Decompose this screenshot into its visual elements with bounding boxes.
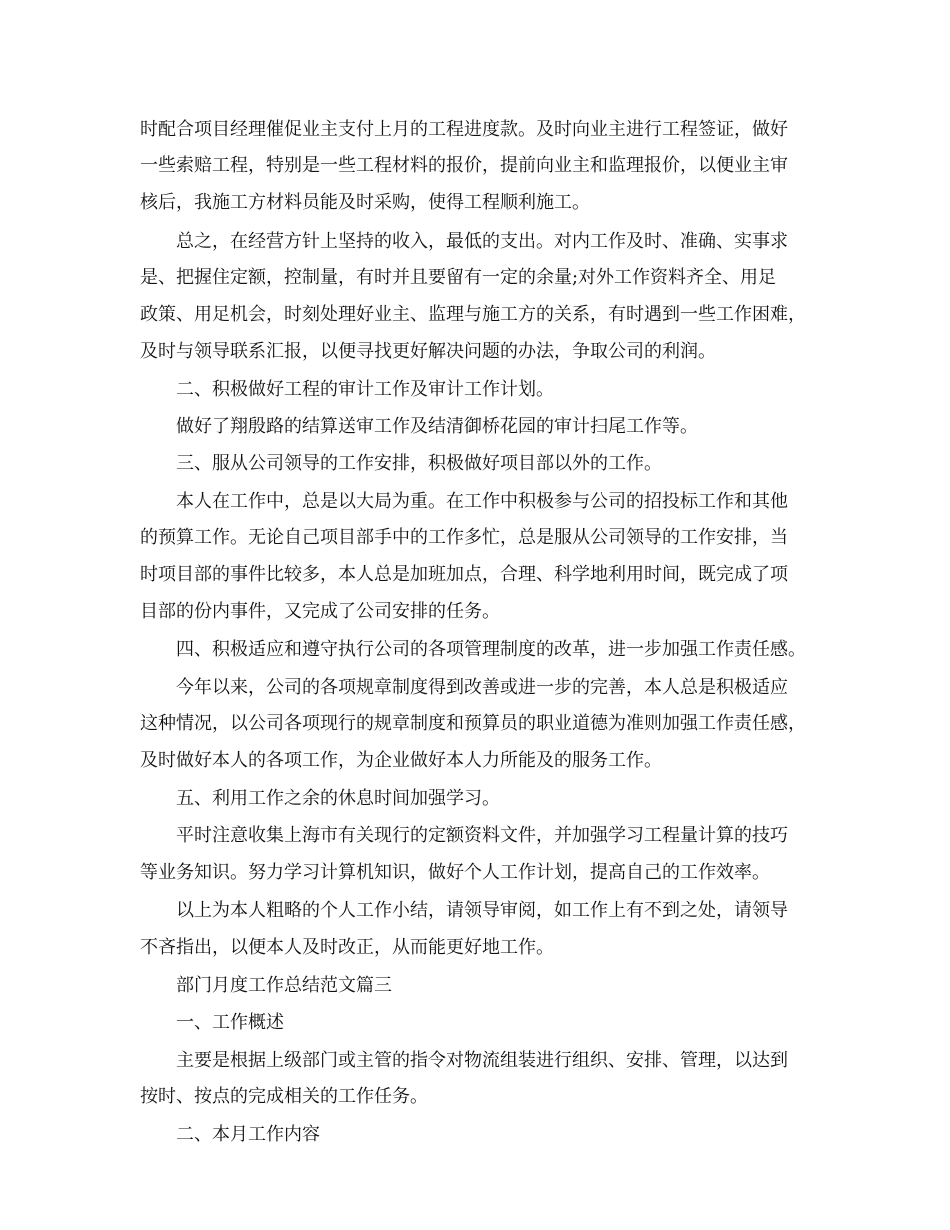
body-text-line: 不吝指出，以便本人及时改正，从而能更好地工作。: [140, 937, 554, 958]
section-heading: 二、积极做好工程的审计工作及审计工作计划。: [176, 379, 554, 400]
body-text-line: 按时、按点的完成相关的工作任务。: [140, 1086, 428, 1107]
section-heading: 一、工作概述: [176, 1012, 284, 1033]
body-text-line: 是、把握住定额，控制量，有时并且要留有一定的余量;对外工作资料齐全、用足: [140, 267, 777, 288]
body-text-line: 及时与领导联系汇报，以便寻找更好解决问题的办法，争取公司的利润。: [140, 341, 716, 362]
paragraph-first-line: 总之，在经营方针上坚持的收入，最低的支出。对内工作及时、准确、实事求: [176, 231, 788, 252]
body-text-line: 及时做好本人的各项工作，为企业做好本人力所能及的服务工作。: [140, 750, 662, 771]
paragraph-first-line: 做好了翔殷路的结算送审工作及结清御桥花园的审计扫尾工作等。: [176, 416, 698, 437]
paragraph-first-line: 主要是根据上级部门或主管的指令对物流组装进行组织、安排、管理，以达到: [176, 1050, 788, 1071]
paragraph-first-line: 平时注意收集上海市有关现行的定额资料文件，并加强学习工程量计算的技巧: [176, 825, 788, 846]
body-text-line: 的预算工作。无论自己项目部手中的工作多忙，总是服从公司领导的工作安排，当: [140, 527, 788, 548]
paragraph-first-line: 以上为本人粗略的个人工作小结，请领导审阅，如工作上有不到之处，请领导: [176, 900, 788, 921]
article-title: 部门月度工作总结范文篇三: [176, 975, 392, 996]
section-heading: 二、本月工作内容: [176, 1124, 320, 1145]
paragraph-first-line: 本人在工作中，总是以大局为重。在工作中积极参与公司的招投标工作和其他: [176, 491, 788, 512]
body-text-line: 这种情况，以公司各项现行的规章制度和预算员的职业道德为准则加强工作责任感，: [140, 713, 806, 734]
body-text-line: 一些索赔工程，特别是一些工程材料的报价，提前向业主和监理报价，以便业主审: [140, 155, 788, 176]
body-text-line: 时项目部的事件比较多，本人总是加班加点，合理、科学地利用时间，既完成了项: [140, 564, 788, 585]
body-text-line: 核后，我施工方材料员能及时采购，使得工程顺利施工。: [140, 192, 590, 213]
body-text-line: 时配合项目经理催促业主支付上月的工程进度款。及时向业主进行工程签证，做好: [140, 119, 788, 140]
body-text-line: 等业务知识。努力学习计算机知识，做好个人工作计划，提高自己的工作效率。: [140, 862, 770, 883]
section-heading: 四、积极适应和遵守执行公司的各项管理制度的改革，进一步加强工作责任感。: [176, 639, 806, 660]
paragraph-first-line: 今年以来，公司的各项规章制度得到改善或进一步的完善，本人总是积极适应: [176, 677, 788, 698]
body-text-line: 目部的份内事件，又完成了公司安排的任务。: [140, 601, 500, 622]
section-heading: 三、服从公司领导的工作安排，积极做好项目部以外的工作。: [176, 453, 662, 474]
body-text-line: 政策、用足机会，时刻处理好业主、监理与施工方的关系，有时遇到一些工作困难，: [140, 304, 806, 325]
section-heading: 五、利用工作之余的休息时间加强学习。: [176, 788, 500, 809]
